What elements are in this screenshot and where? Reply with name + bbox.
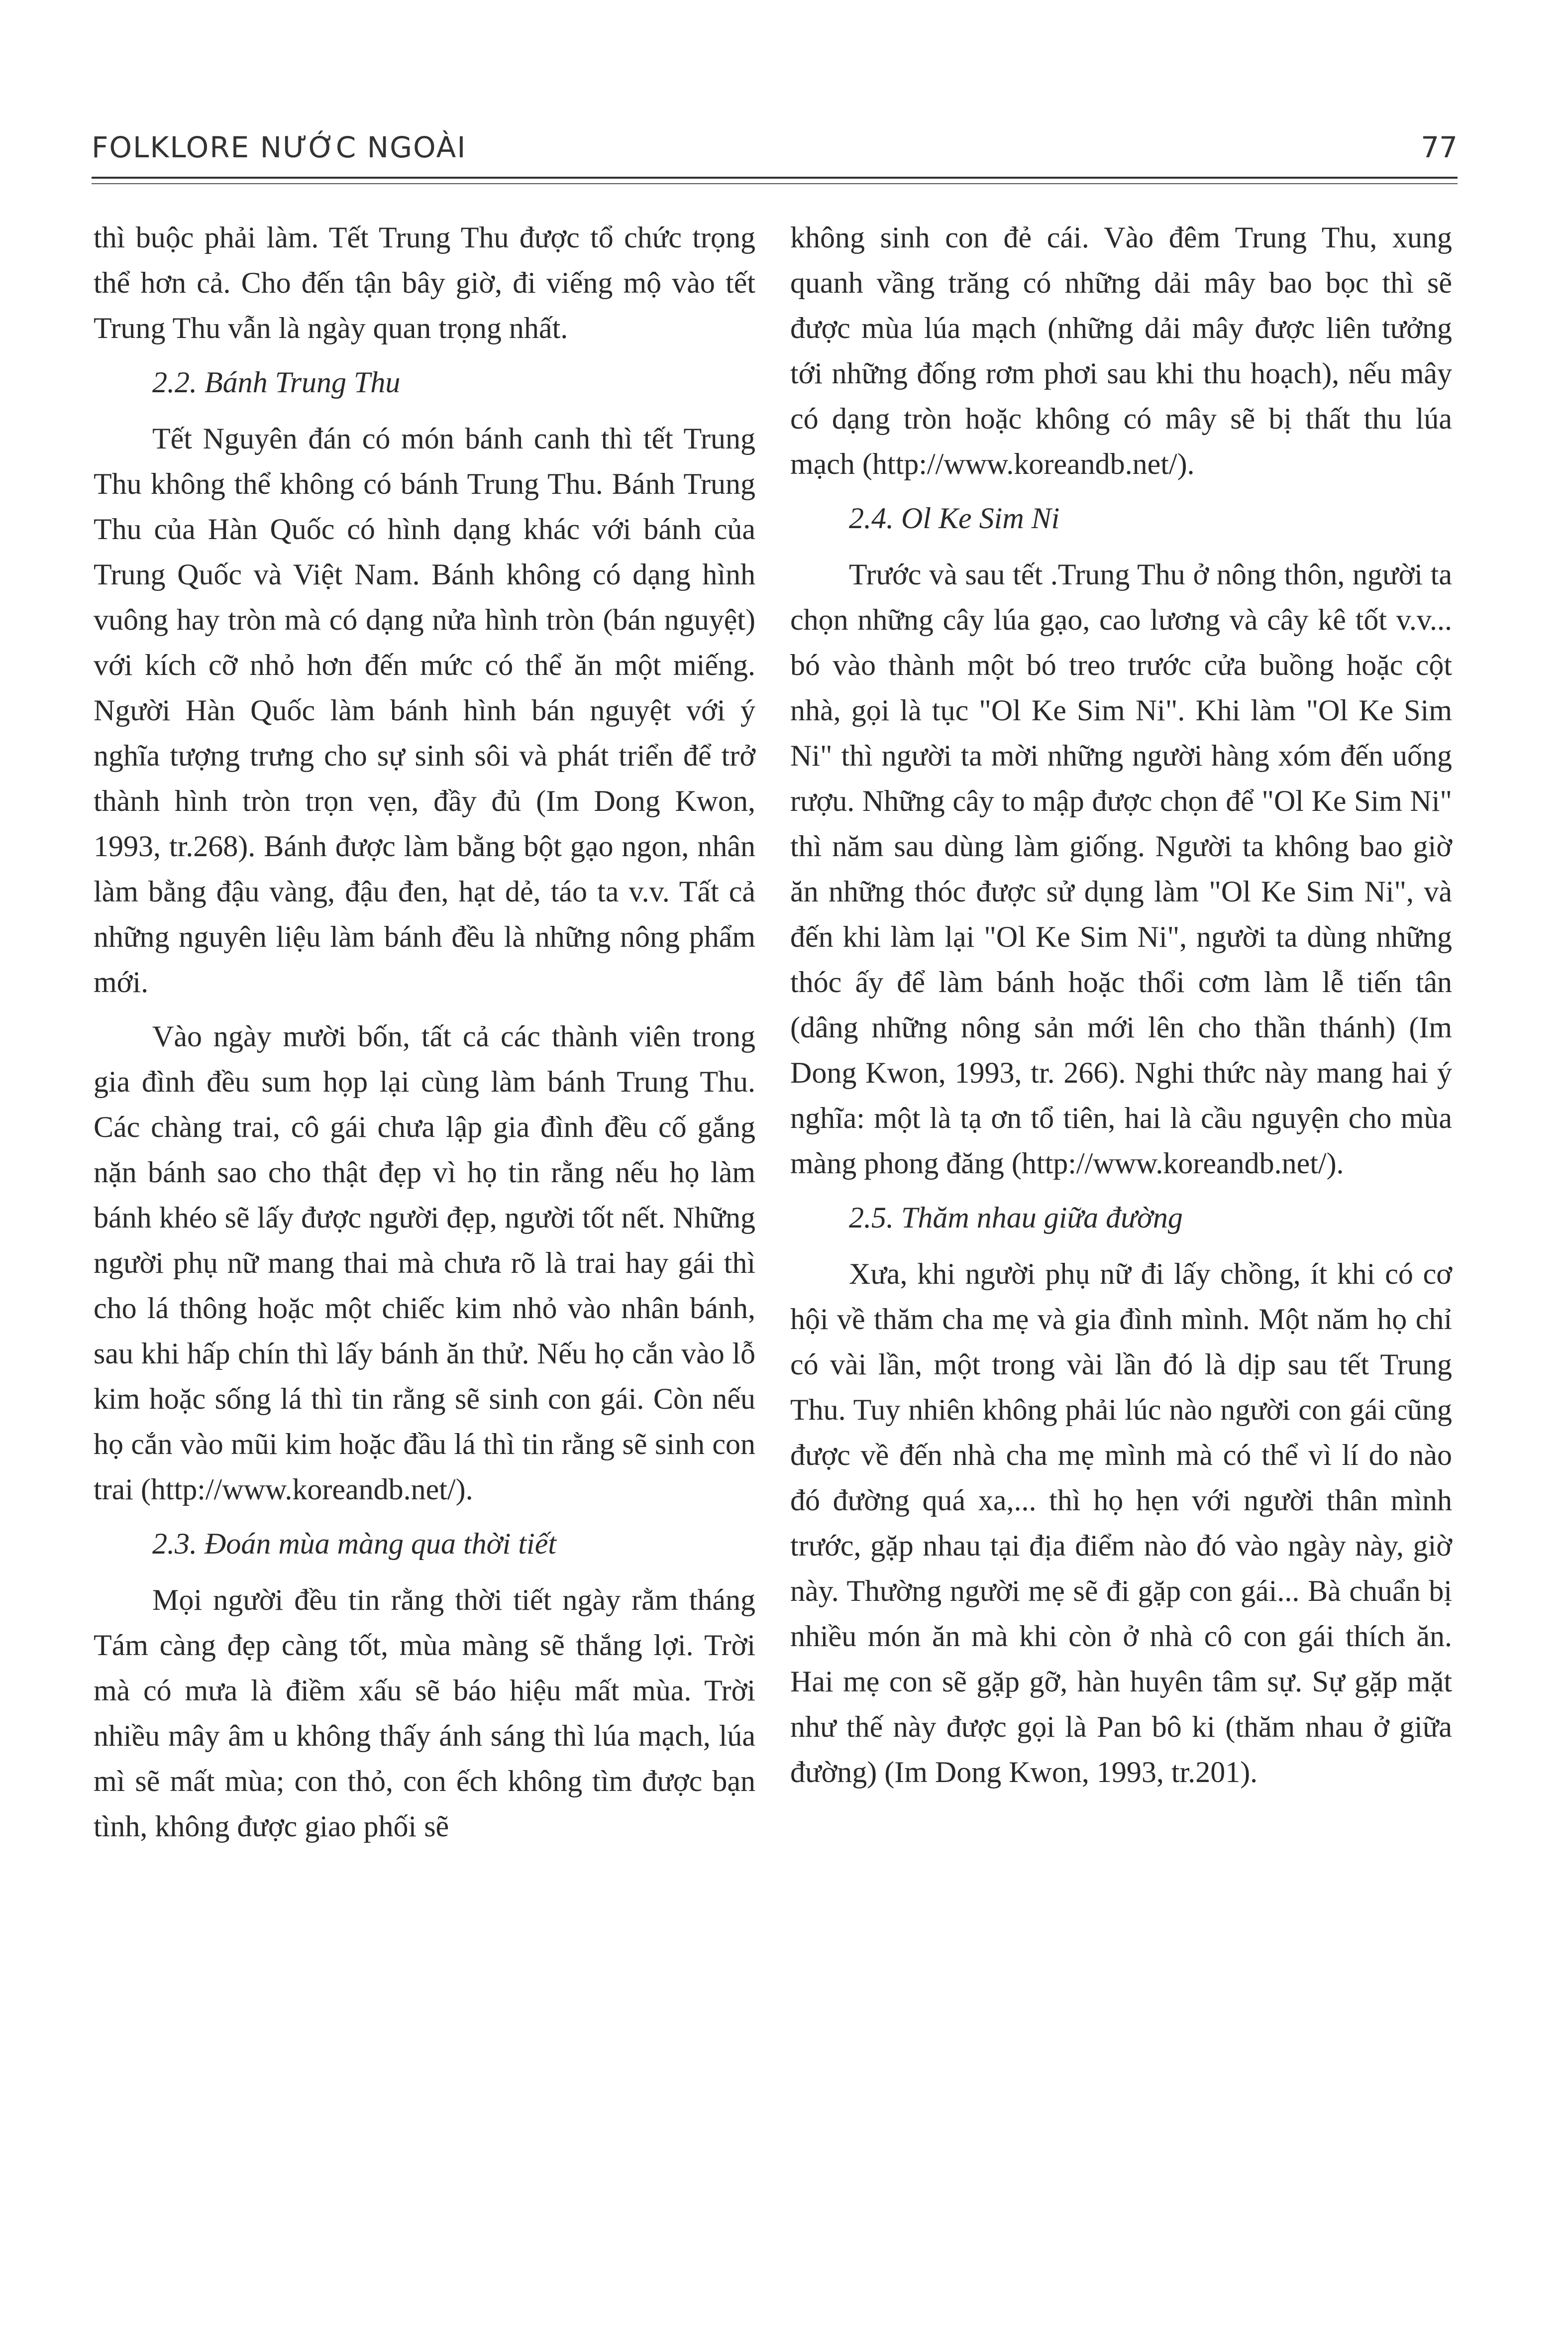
paragraph: Xưa, khi người phụ nữ đi lấy chồng, ít khi có cơ hội về thăm cha mẹ và gia đình mình. Một năm họ chỉ có vài lần, một trong vài lần đó là dịp sau tết Trung Thu. Tuy nhiên không phải lúc nào người con gái cũng được về đến nhà cha mẹ mình mà có thể vì lí do nào đó đường quá xa,... thì họ hẹn với người thân mình trước, gặp nhau tại địa điểm nào đó vào ngày này, giờ này. Thường người mẹ sẽ đi gặp con gái... Bà chuẩn bị nhiều món ăn mà khi còn ở nhà cô con gái thích ăn. Hai mẹ con sẽ gặp gỡ, hàn huyên tâm sự. Sự gặp mặt như thế này được gọi là Pan bô ki (thăm nhau ở giữa đường) (Im Dong Kwon, 1993, tr.201). [790, 1257, 1452, 1789]
paragraph: Trước và sau tết .Trung Thu ở nông thôn, người ta chọn những cây lúa gạo, cao lương và cây kê tốt v.v... bó vào thành một bó treo trước cửa buồng hoặc cột nhà, gọi là tục "Ol Ke Sim Ni". Khi làm "Ol Ke Sim Ni" thì người ta mời những người hàng xóm đến uống rượu. Những cây to mập được chọn để "Ol Ke Sim Ni" thì năm sau dùng làm giống. Người ta không bao giờ ăn những thóc được sử dụng làm "Ol Ke Sim Ni", và đến khi làm lại "Ol Ke Sim Ni", người ta dùng những thóc ấy để làm bánh hoặc thổi cơm làm lễ tiến tân (dâng những nông sản mới lên cho thần thánh) (Im Dong Kwon, 1993, tr. 266). Nghi thức này mang hai ý nghĩa: một là tạ ơn tổ tiên, hai là cầu nguyện cho mùa màng phong đăng (http://www.koreandb.net/). [790, 558, 1452, 1180]
journal-title: FOLKLORE NƯỚC NGOÀI [92, 130, 467, 164]
paragraph: Tết Nguyên đán có món bánh canh thì tết Trung Thu không thể không có bánh Trung Thu. Bánh Trung Thu của Hàn Quốc có hình dạng khác với bánh của Trung Quốc và Việt Nam. Bánh không có dạng hình vuông hay tròn mà có dạng nửa hình tròn (bán nguyệt) với kích cỡ nhỏ hơn đến mức có thể ăn một miếng. Người Hàn Quốc làm bánh hình bán nguyệt với ý nghĩa tượng trưng cho sự sinh sôi và phát triển để trở thành hình tròn trọn vẹn, đầy đủ (Im Dong Kwon, 1993, tr.268). Bánh được làm bằng bột gạo ngon, nhân làm bằng đậu vàng, đậu đen, hạt dẻ, táo ta v.v. Tất cả những nguyên liệu làm bánh đều là những nông phẩm mới. [94, 422, 755, 999]
header-rule [92, 177, 1458, 179]
paragraph-continued: thì buộc phải làm. Tết Trung Thu được tổ chức trọng thể hơn cả. Cho đến tận bây giờ, đi viếng mộ vào tết Trung Thu vẫn là ngày quan trọng nhất. [94, 221, 755, 344]
running-header [92, 130, 1458, 170]
paragraph-continued: không sinh con đẻ cái. Vào đêm Trung Thu, xung quanh vầng trăng có những dải mây bao bọc thì sẽ được mùa lúa mạch (những dải mây được liên tưởng tới những đống rơm phơi sau khi thu hoạch), nếu mây có dạng tròn hoặc không có mây sẽ bị thất thu lúa mạch (http://www.koreandb.net/). [790, 221, 1452, 480]
paragraph: Vào ngày mười bốn, tất cả các thành viên trong gia đình đều sum họp lại cùng làm bánh Trung Thu. Các chàng trai, cô gái chưa lập gia đình đều cố gắng nặn bánh sao cho thật đẹp vì họ tin rằng nếu họ làm bánh khéo sẽ lấy được người đẹp, người tốt nết. Những người phụ nữ mang thai mà chưa rõ là trai hay gái thì cho lá thông hoặc một chiếc kim nhỏ vào nhân bánh, sau khi hấp chín thì lấy bánh ăn thử. Nếu họ cắn vào lỗ kim hoặc sống lá thì tin rằng sẽ sinh con gái. Còn nếu họ cắn vào mũi kim hoặc đầu lá thì tin rằng sẽ sinh con trai (http://www.koreandb.net/). [94, 1020, 755, 1506]
section-heading-2-3: 2.3. Đoán mùa màng qua thời tiết [152, 1527, 556, 1560]
page-number: 77 [1421, 130, 1458, 164]
paragraph: Mọi người đều tin rằng thời tiết ngày rằm tháng Tám càng đẹp càng tốt, mùa màng sẽ thắng lợi. Trời mà có mưa là điềm xấu sẽ báo hiệu mất mùa. Trời nhiều mây âm u không thấy ánh sáng thì lúa mạch, lúa mì sẽ mất mùa; con thỏ, con ếch không tìm được bạn tình, không được giao phối sẽ [94, 1583, 755, 1843]
section-heading-2-4: 2.4. Ol Ke Sim Ni [849, 502, 1060, 535]
section-heading-2-2: 2.2. Bánh Trung Thu [152, 366, 401, 399]
header-rule-thin [92, 183, 1458, 184]
left-column [94, 215, 755, 1849]
right-column [790, 215, 1452, 1795]
section-heading-2-5: 2.5. Thăm nhau giữa đường [849, 1201, 1183, 1234]
